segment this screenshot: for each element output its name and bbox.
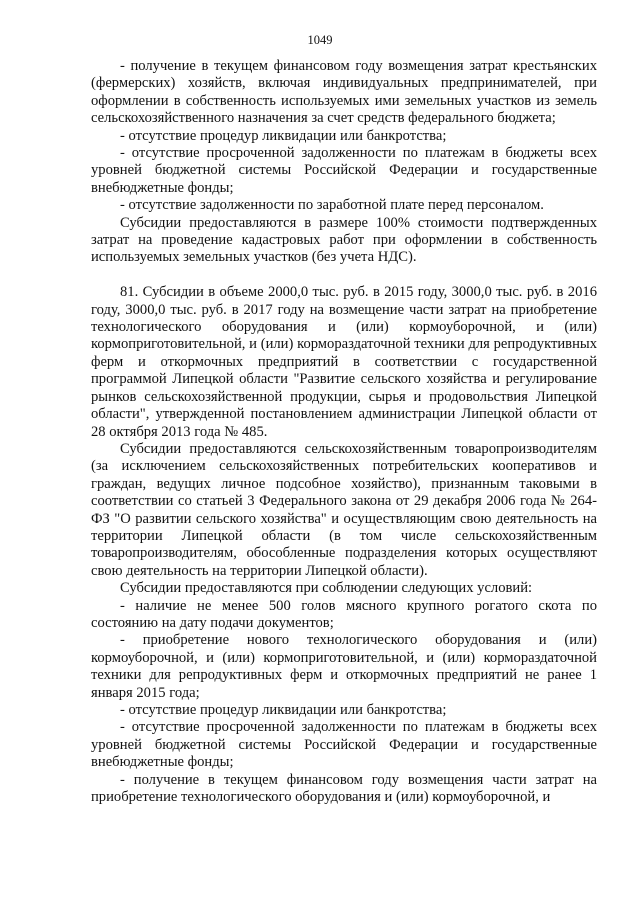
page-number: 1049 xyxy=(307,33,333,47)
paragraph: - получение в текущем финансовом году возмещения затрат крестьянских (фермерских) хозяйств, включая индивидуальных предпринимателей, при оформлении в собственность используемых ими земельных участков из земель сельскохозяйственного назначения за счет средств федерального бюджета; xyxy=(91,58,597,127)
paragraph: - получение в текущем финансовом году возмещения части затрат на приобретение технологического оборудования и (или) кормоуборочной, и xyxy=(91,771,597,806)
paragraph: - отсутствие процедур ликвидации или банкротства; xyxy=(120,127,447,144)
paragraph: Субсидии предоставляются сельскохозяйственным товаропроизводителям (за исключением сельскохозяйственных потребительских кооперативов и граждан, ведущих личное подсобное хозяйство), признанным таковыми в соответствии со статьей 3 Федерального закона от 29 декабря 2006 года № 264-ФЗ "О развитии сельского хозяйства" и осуществляющим свою деятельность на территории Липецкой области (в том числе сельскохозяйственным товаропроизводителям, обособленные подразделения которых осуществляют свою деятельность на территории Липецкой области). xyxy=(91,440,597,579)
paragraph: Субсидии предоставляются в размере 100% стоимости подтвержденных затрат на проведение кадастровых работ при оформлении в собственность используемых земельных участков (без учета НДС). xyxy=(91,214,597,266)
paragraph: - отсутствие просроченной задолженности по платежам в бюджеты всех уровней бюджетной системы Российской Федерации и государственные внебюджетные фонды; xyxy=(91,719,597,771)
paragraph: - отсутствие просроченной задолженности по платежам в бюджеты всех уровней бюджетной системы Российской Федерации и государственные внебюджетные фонды; xyxy=(91,145,597,196)
paragraph: - отсутствие задолженности по заработной плате перед персоналом. xyxy=(120,197,544,214)
paragraph: - отсутствие процедур ликвидации или банкротства; xyxy=(120,702,447,719)
document-body xyxy=(91,58,597,806)
paragraph-section-81: 81. Субсидии в объеме 2000,0 тыс. руб. в 2015 году, 3000,0 тыс. руб. в 2016 году, 3000,0 тыс. руб. в 2017 году на возмещение части затрат на приобретение технологического оборудования и (или) кормоуборочной, и (или) кормоприготовительной, и (или) кормораздаточной техники для репродуктивных ферм и откормочных предприятий в соответствии с государственной программой Липецкой области "Развитие сельского хозяйства и регулирование рынков сельскохозяйственной продукции, сырья и продовольствия Липецкой области", утвержденной постановлением администрации Липецкой области от 28 октября 2013 года № 485. xyxy=(91,284,597,440)
paragraph: - наличие не менее 500 голов мясного крупного рогатого скота по состоянию на дату подачи документов; xyxy=(91,597,597,631)
paragraph: - приобретение нового технологического оборудования и (или) кормоуборочной, и (или) кормоприготовительной, и (или) кормораздаточной техники для репродуктивных ферм и откормочных предприятий не ранее 1 января 2015 года; xyxy=(91,632,597,701)
paragraph: Субсидии предоставляются при соблюдении следующих условий: xyxy=(120,580,533,597)
